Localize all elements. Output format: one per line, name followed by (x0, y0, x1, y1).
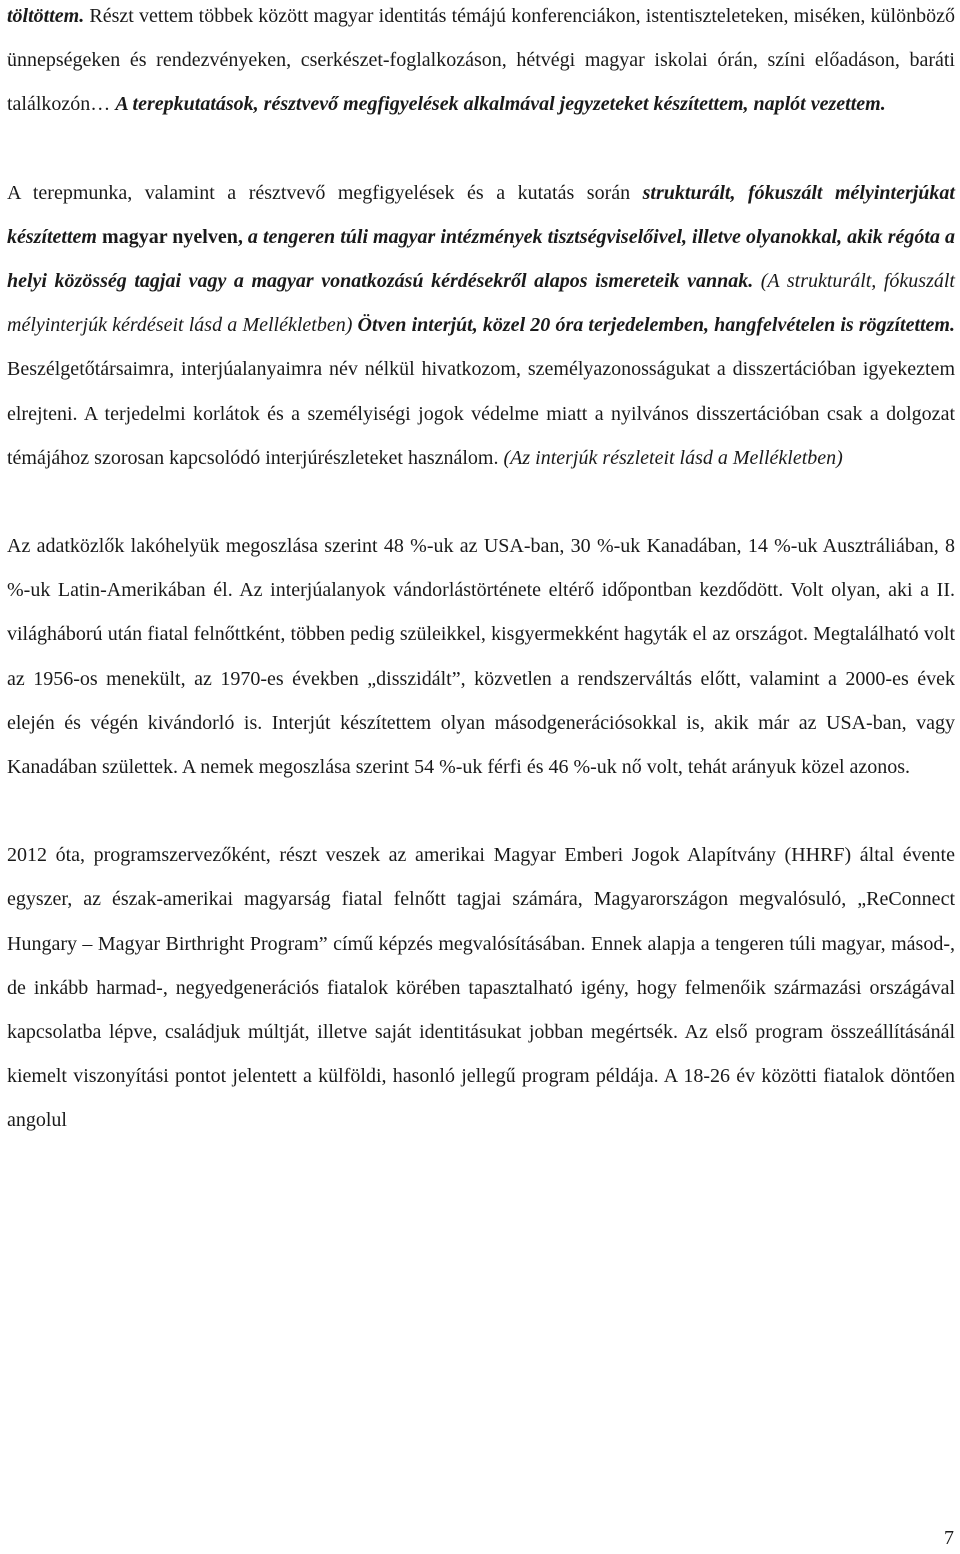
document-page (7, 0, 955, 1143)
text-bold-italic: Ötven interjút, közel 20 óra terjedelemben, hangfelvételen is rögzítettem. (352, 314, 955, 337)
text-regular: A terepmunka, valamint a résztvevő megfigyelések és a kutatás során (7, 181, 643, 204)
text-bold-italic: A terepkutatások, résztvevő megfigyelések alkalmával jegyzeteket készítettem, naplót vezettem. (115, 93, 886, 116)
paragraph-fieldwork (7, 0, 955, 127)
text-bold-italic: a tengeren túli magyar intézmények tisztségviselőivel, illetve olyanokkal, akik régóta a helyi közösség tagjai vagy a magyar vonatkozású kérdésekről alapos ismereteik vannak. (7, 225, 956, 293)
paragraph-reconnect-program: 2012 óta, programszervezőként, részt veszek az amerikai Magyar Emberi Jogok Alapítvány (HHRF) által évente egyszer, az észak-amerikai magyarság fiatal felnőtt tagjai számára, Magyarországon megvalósuló, „ReConnect Hungary – Magyar Birthright Program” című képzés megvalósításában. Ennek alapja a tengeren túli magyar, másod-, de inkább harmad-, negyedgenerációs fiatalok körében tapasztalható igény, hogy felmenőik származási országával kapcsolatba lépve, családjuk múltját, illetve saját identitásukat jobban megértsék. Az első program összeállításánál kiemelt viszonyítási pontot jelentett a külföldi, hasonló jellegű program példája. A 18-26 év közötti fiatalok döntően angolul (7, 844, 955, 1132)
paragraph-interviews (7, 171, 955, 480)
text-bold: magyar nyelven, (96, 225, 248, 248)
page-number: 7 (944, 1527, 954, 1549)
text-italic: (Az interjúk részleteit lásd a Mellékletben) (503, 446, 843, 469)
paragraph-informants: Az adatközlők lakóhelyük megoszlása szerint 48 %-uk az USA-ban, 30 %-uk Kanadában, 14 %-uk Ausztráliában, 8 %-uk Latin-Amerikában él. Az interjúalanyok vándorlástörténete eltérő időpontban kezdődött. Volt olyan, aki a II. világháború után fiatal felnőttként, többen pedig szüleikkel, kisgyermekként hagyták el az országot. Megtalálható volt az 1956-os menekült, az 1970-es években „disszidált”, közvetlen a rendszerváltás előtt, valamint a 2000-es évek elején és végén kivándorló is. Interjút készítettem olyan másodgenerációsokkal is, akik már az USA-ban, vagy Kanadában születtek. A nemek megoszlása szerint 54 %-uk férfi és 46 %-uk nő volt, tehát arányuk közel azonos. (7, 535, 955, 779)
text-regular: Beszélgetőtársaimra, interjúalanyaimra név nélkül hivatkozom, személyazonosságukat a disszertációban igyekeztem elrejteni. A terjedelmi korlátok és a személyiségi jogok védelme miatt a nyilvános disszertációban csak a dolgozat témájához szorosan kapcsolódó interjúrészleteket használom. (7, 358, 955, 469)
text-regular: Részt vettem többek között magyar identitás témájú konferenciákon, istentiszteleteken, miséken, különböző ünnepségeken és rendezvényeken, cserkészet-foglalkozáson, hétvégi magyar iskolai órán, színi előadáson, baráti találkozón… (7, 5, 955, 116)
text-bold-italic: töltöttem. (7, 5, 85, 27)
text-bold-italic: strukturált, fókuszált mélyinterjúkat készítettem (7, 181, 955, 248)
text-italic: (A strukturált, fókuszált mélyinterjúk kérdéseit lásd a Mellékletben) (7, 270, 955, 337)
